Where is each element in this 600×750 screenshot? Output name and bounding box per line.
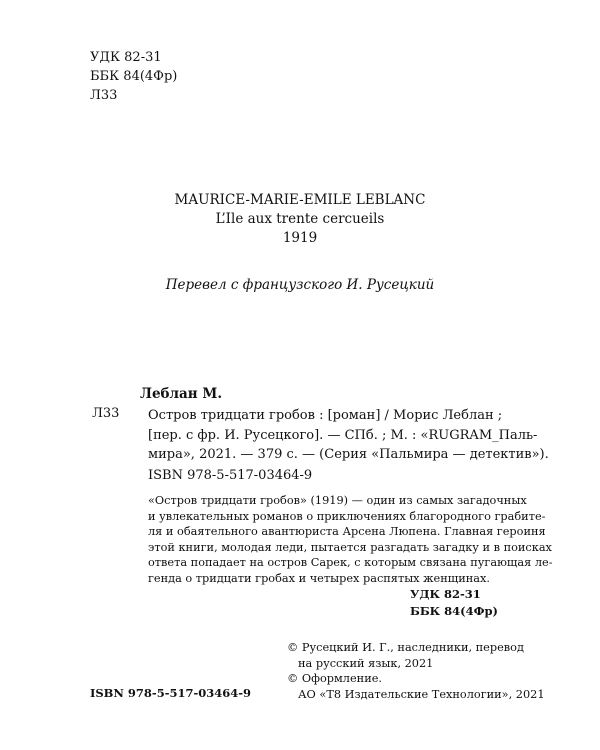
annotation-line: этой книги, молодая леди, пытается разгадать загадку и в поисках — [148, 540, 552, 554]
copyright-translation: © Русецкий И. Г., наследники, перевод — [287, 641, 524, 654]
isbn-inline: ISBN 978-5-517-03464-9 — [148, 468, 313, 483]
bibliographic-description — [148, 406, 549, 465]
copyright-translation-cont: на русский язык, 2021 — [298, 656, 434, 670]
udk-code: УДК 82-31 — [90, 50, 162, 65]
cutter-mark: Л33 — [92, 406, 120, 421]
copyright-design: © Оформление. — [287, 672, 383, 685]
cutter-code: Л33 — [90, 88, 118, 103]
copyright-block — [287, 640, 545, 702]
annotation-line: «Остров тридцати гробов» (1919) — один из самых загадочных — [148, 494, 527, 507]
udk-code-bold: УДК 82-31 — [410, 587, 481, 601]
bib-line: мира», 2021. — 379 с. — (Серия «Пальмира — детектив»). — [148, 447, 549, 462]
bbk-code: ББК 84(4Фр) — [90, 69, 178, 84]
bib-line: [пер. с фр. И. Русецкого]. — СПб. ; М. : «RUGRAM_Паль- — [148, 427, 538, 443]
original-year: 1919 — [282, 230, 318, 246]
original-author: MAURICE-MARIE-EMILE LEBLANC — [174, 192, 426, 208]
class-codes-right — [410, 586, 498, 620]
class-codes-top — [90, 48, 177, 105]
annotation-line: генда о тридцати гробах и четырех распятых женщинах. — [148, 571, 491, 585]
original-title-block — [0, 191, 600, 248]
annotation-line: и увлекательных романов о приключениях благородного грабите- — [148, 509, 546, 523]
annotation-line: ля и обаятельного авантюриста Арсена Люпена. Главная героиня — [148, 525, 546, 539]
annotation — [148, 493, 553, 587]
bbk-code-bold: ББК 84(4Фр) — [410, 604, 498, 618]
copyright-publisher: АО «Т8 Издательские Технологии», 2021 — [298, 687, 545, 701]
bib-line: Остров тридцати гробов : [роман] / Морис Леблан ; — [148, 408, 503, 423]
original-title: L’Ile aux trente cercueils — [215, 211, 385, 227]
isbn-bottom: ISBN 978-5-517-03464-9 — [90, 686, 252, 700]
author-heading: Леблан М. — [140, 386, 223, 402]
annotation-line: ответа попадает на остров Сарек, с которым связана пугающая ле- — [148, 556, 553, 570]
translator-line: Перевел с французского И. Русецкий — [165, 277, 435, 293]
